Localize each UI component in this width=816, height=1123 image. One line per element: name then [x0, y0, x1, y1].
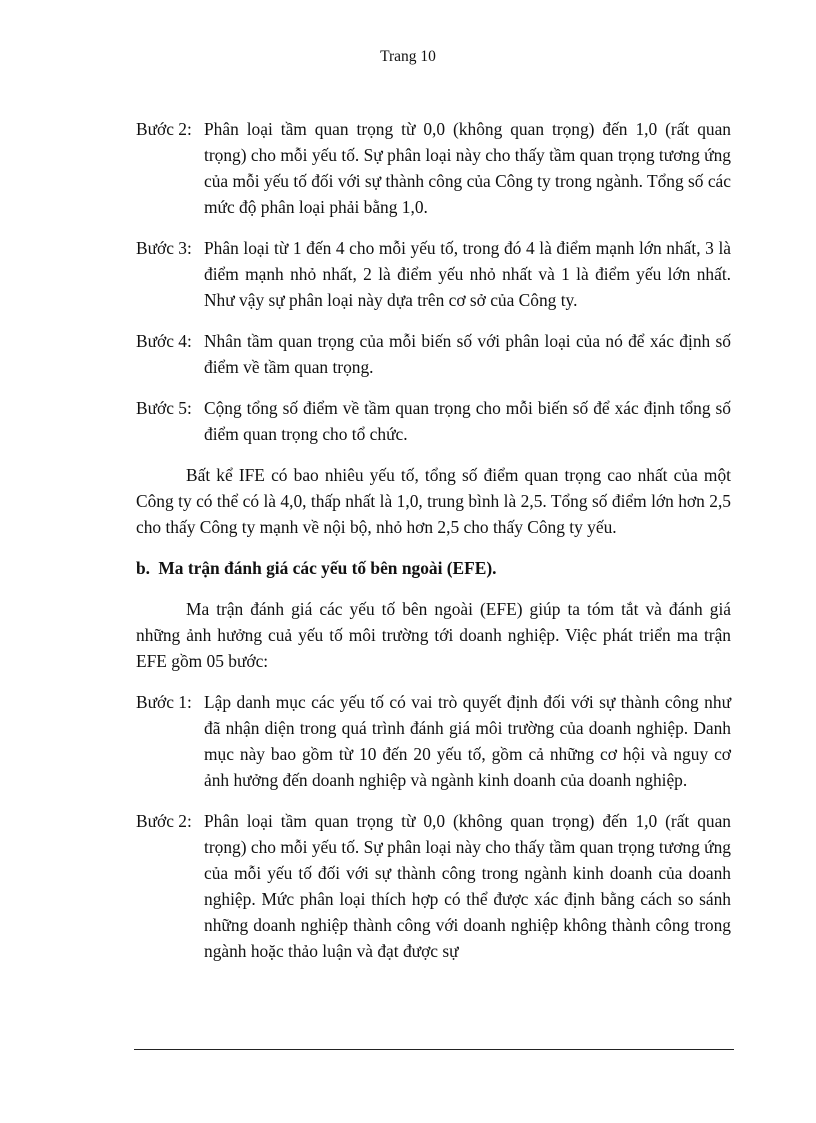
step-label: Bước 3: — [136, 238, 192, 258]
step-item — [136, 116, 731, 220]
section-letter: b. — [136, 558, 151, 578]
step-text: Phân loại tầm quan trọng từ 0,0 (không quan trọng) đến 1,0 (rất quan trọng) cho mỗi yếu tố. Sự phân loại này cho thấy tầm quan trọng tương ứng của mỗi yếu tố đối với sự thành công trong ngành kinh doanh của doanh nghiệp. Mức phân loại thích hợp có thể được xác định bằng cách so sánh những doanh nghiệp thành công với doanh nghiệp không thành công trong ngành hoặc thảo luận và đạt được sự — [204, 811, 731, 961]
page-body — [136, 116, 731, 979]
step-text: Cộng tổng số điểm về tầm quan trọng cho mỗi biến số để xác định tổng số điểm quan trọng cho tổ chức. — [204, 398, 731, 444]
step-item — [136, 808, 731, 964]
step-item — [136, 395, 731, 447]
step-label: Bước 2: — [136, 811, 192, 831]
step-text: Phân loại từ 1 đến 4 cho mỗi yếu tố, trong đó 4 là điểm mạnh lớn nhất, 3 là điểm mạnh nhỏ nhất, 2 là điểm yếu nhỏ nhất và 1 là điểm yếu lớn nhất. Như vậy sự phân loại này dựa trên cơ sở của Công ty. — [204, 238, 731, 310]
section-heading — [136, 555, 731, 581]
step-item — [136, 689, 731, 793]
footer-divider — [134, 1049, 734, 1050]
page-number-header: Trang 10 — [380, 48, 436, 65]
ife-summary-paragraph: Bất kể IFE có bao nhiêu yếu tố, tổng số điểm quan trọng cao nhất của một Công ty có thể có là 4,0, thấp nhất là 1,0, trung bình là 2,5. Tổng số điểm lớn hơn 2,5 cho thấy Công ty mạnh về nội bộ, nhỏ hơn 2,5 cho thấy Công ty yếu. — [136, 465, 731, 537]
step-text: Phân loại tầm quan trọng từ 0,0 (không quan trọng) đến 1,0 (rất quan trọng) cho mỗi yếu tố. Sự phân loại này cho thấy tầm quan trọng tương ứng của mỗi yếu tố đối với sự thành công của Công ty trong ngành. Tổng số các mức độ phân loại phải bằng 1,0. — [204, 119, 731, 217]
step-item — [136, 328, 731, 380]
step-label: Bước 2: — [136, 119, 192, 139]
step-text: Nhân tầm quan trọng của mỗi biến số với phân loại của nó để xác định số điểm về tầm quan trọng. — [204, 331, 731, 377]
step-label: Bước 5: — [136, 398, 192, 418]
step-label: Bước 4: — [136, 331, 192, 351]
step-item — [136, 235, 731, 313]
section-title: Ma trận đánh giá các yếu tố bên ngoài (EFE). — [158, 558, 497, 578]
step-label: Bước 1: — [136, 692, 192, 712]
efe-intro-paragraph: Ma trận đánh giá các yếu tố bên ngoài (EFE) giúp ta tóm tắt và đánh giá những ảnh hưởng cuả yếu tố môi trường tới doanh nghiệp. Việc phát triển ma trận EFE gồm 05 bước: — [136, 599, 731, 671]
step-text: Lập danh mục các yếu tố có vai trò quyết định đối với sự thành công như đã nhận diện trong quá trình đánh giá môi trường của doanh nghiệp. Danh mục này bao gồm từ 10 đến 20 yếu tố, gồm cả những cơ hội và nguy cơ ảnh hưởng đến doanh nghiệp và ngành kinh doanh của doanh nghiệp. — [204, 692, 731, 790]
